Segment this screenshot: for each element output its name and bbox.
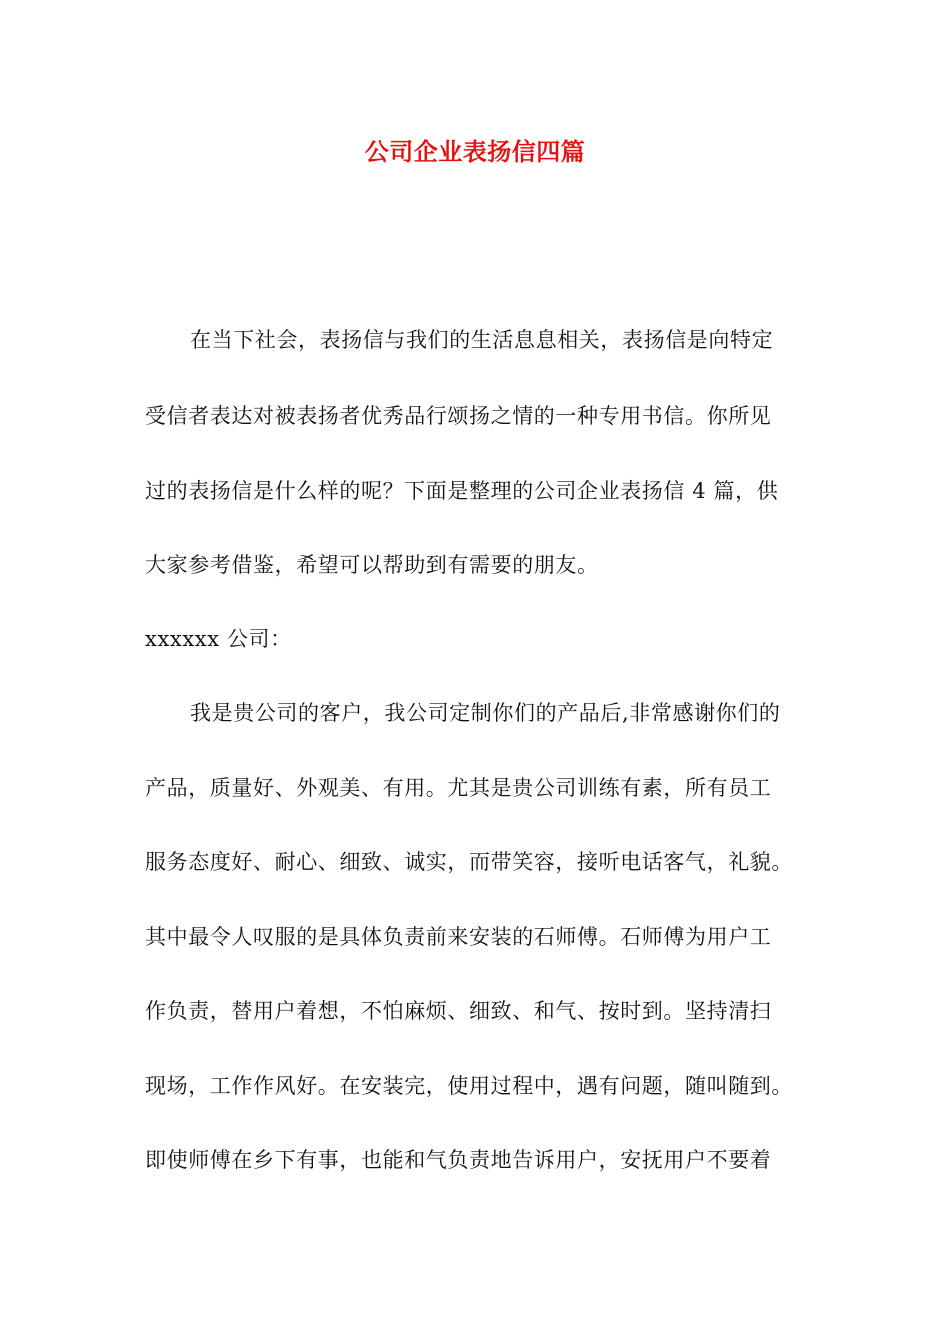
letter-line-4: 其中最令人叹服的是具体负责前来安装的石师傅。石师傅为用户工	[145, 925, 772, 949]
letter-line-7: 即使师傅在乡下有事，也能和气负责地告诉用户，安抚用户不要着	[145, 1148, 772, 1172]
paragraph-line-2: 受信者表达对被表扬者优秀品行颂扬之情的一种专用书信。你所见	[145, 404, 772, 428]
letter-line-2: 产品，质量好、外观美、有用。尤其是贵公司训练有素，所有员工	[145, 776, 772, 800]
paragraph-line-1: 在当下社会，表扬信与我们的生活息息相关，表扬信是向特定	[190, 328, 774, 352]
letter-line-5: 作负责，替用户着想，不怕麻烦、细致、和气、按时到。坚持清扫	[145, 999, 772, 1023]
letter-line-1: 我是贵公司的客户，我公司定制你们的产品后,非常感谢你们的	[190, 701, 781, 725]
paragraph-line-3: 过的表扬信是什么样的呢？下面是整理的公司企业表扬信 4 篇，供	[145, 479, 779, 503]
letter-line-3: 服务态度好、耐心、细致、诚实，而带笑容，接听电话客气，礼貌。	[145, 850, 793, 874]
paragraph-line-4: 大家参考借鉴，希望可以帮助到有需要的朋友。	[145, 553, 599, 577]
document-title: 公司企业表扬信四篇	[364, 138, 586, 166]
letter-line-6: 现场，工作作风好。在安装完，使用过程中，遇有问题，随叫随到。	[145, 1074, 793, 1098]
salutation-line: xxxxxx 公司：	[145, 627, 292, 651]
